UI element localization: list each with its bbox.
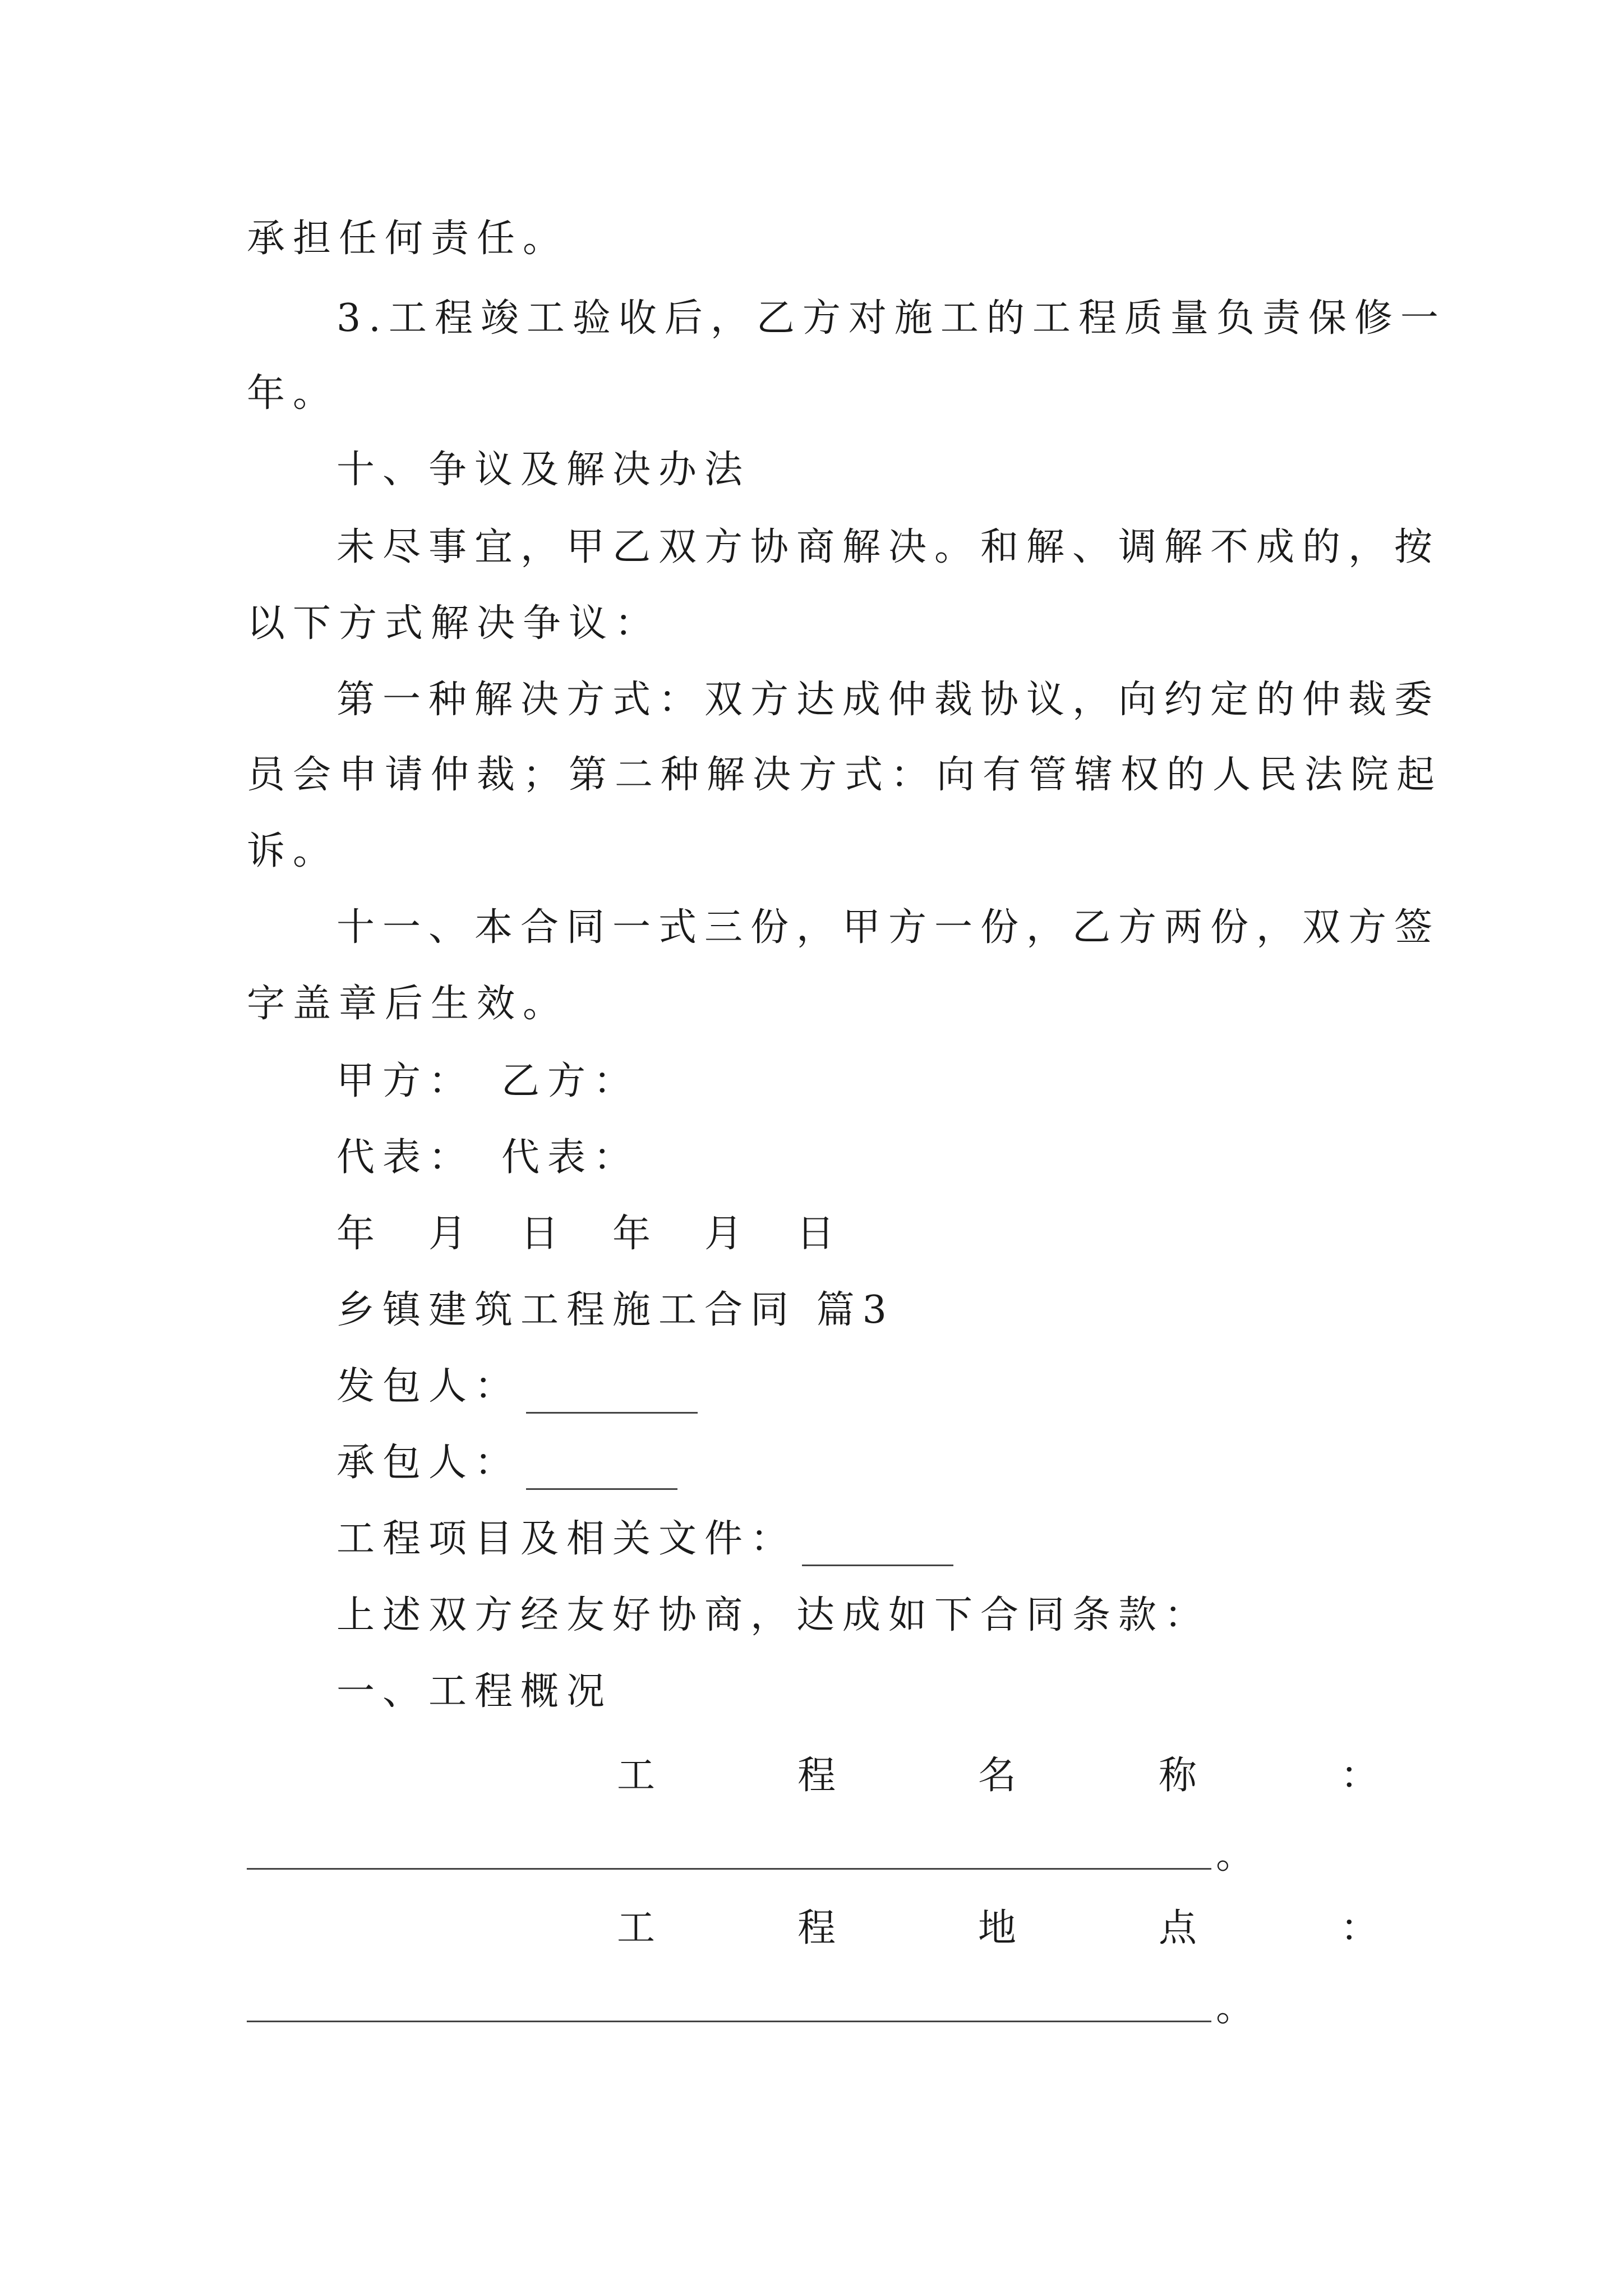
employer-line: [336, 1360, 1391, 1414]
project-name-label: [247, 1749, 1391, 1803]
signature-parties: 甲方： 乙方：: [336, 1059, 640, 1103]
signature-representatives: 代表： 代表：: [336, 1135, 640, 1180]
project-name-blank: [247, 1868, 1211, 1870]
label-char: 名: [978, 1754, 1017, 1798]
contractor-label: 承包人：: [336, 1441, 521, 1485]
label-colon: ：: [1340, 1754, 1379, 1798]
paragraph-line: 上述双方经友好协商，达成如下合同条款：: [336, 1593, 1211, 1637]
label-char: 工: [617, 1754, 656, 1798]
section-heading: 十、争议及解决办法: [336, 448, 751, 492]
paragraph-line: 年。: [247, 371, 339, 416]
paragraph-line: 第一种解决方式：双方达成仲裁协议，向约定的仲裁委: [336, 678, 1441, 722]
paragraph-line: 字盖章后生效。: [247, 982, 569, 1026]
paragraph-line: 承担任何责任。: [247, 217, 569, 261]
field-end-mark: 。: [1216, 1833, 1255, 1878]
label-char: 地: [978, 1906, 1017, 1950]
paragraph-line: 未尽事宜，甲乙双方协商解决。和解、调解不成的，按: [336, 525, 1441, 569]
project-site-label: [247, 1902, 1391, 1955]
label-char: 程: [797, 1754, 836, 1798]
project-docs-line: [336, 1512, 1391, 1566]
employer-blank: [526, 1378, 698, 1414]
label-char: 点: [1159, 1906, 1197, 1950]
paragraph-line: 3.工程竣工验收后，乙方对施工的工程质量负责保修一: [336, 296, 1446, 341]
label-colon: ：: [1340, 1906, 1379, 1950]
project-name-field: [247, 1829, 1391, 1883]
contractor-blank: [526, 1455, 677, 1490]
paragraph-line: 十一、本合同一式三份，甲方一份，乙方两份，双方签: [336, 905, 1441, 950]
contractor-line: [336, 1436, 1391, 1490]
label-char: 程: [797, 1906, 836, 1950]
project-docs-blank: [802, 1531, 953, 1566]
section-heading: 一、工程概况: [336, 1669, 613, 1714]
project-site-field: [247, 1981, 1391, 2035]
paragraph-line: 诉。: [247, 829, 339, 873]
field-end-mark: 。: [1216, 1986, 1255, 2030]
project-site-blank: [247, 2021, 1211, 2022]
paragraph-line: 以下方式解决争议：: [247, 601, 661, 646]
employer-label: 发包人：: [336, 1364, 521, 1409]
signature-dates: 年 月 日 年 月 日: [336, 1212, 843, 1256]
paragraph-line: 员会申请仲裁；第二种解决方式：向有管辖权的人民法院起: [247, 753, 1443, 797]
project-docs-label: 工程项目及相关文件：: [336, 1517, 797, 1561]
contract-title: 乡镇建筑工程施工合同 篇3: [336, 1288, 895, 1332]
label-char: 称: [1159, 1754, 1197, 1798]
label-char: 工: [617, 1906, 656, 1950]
